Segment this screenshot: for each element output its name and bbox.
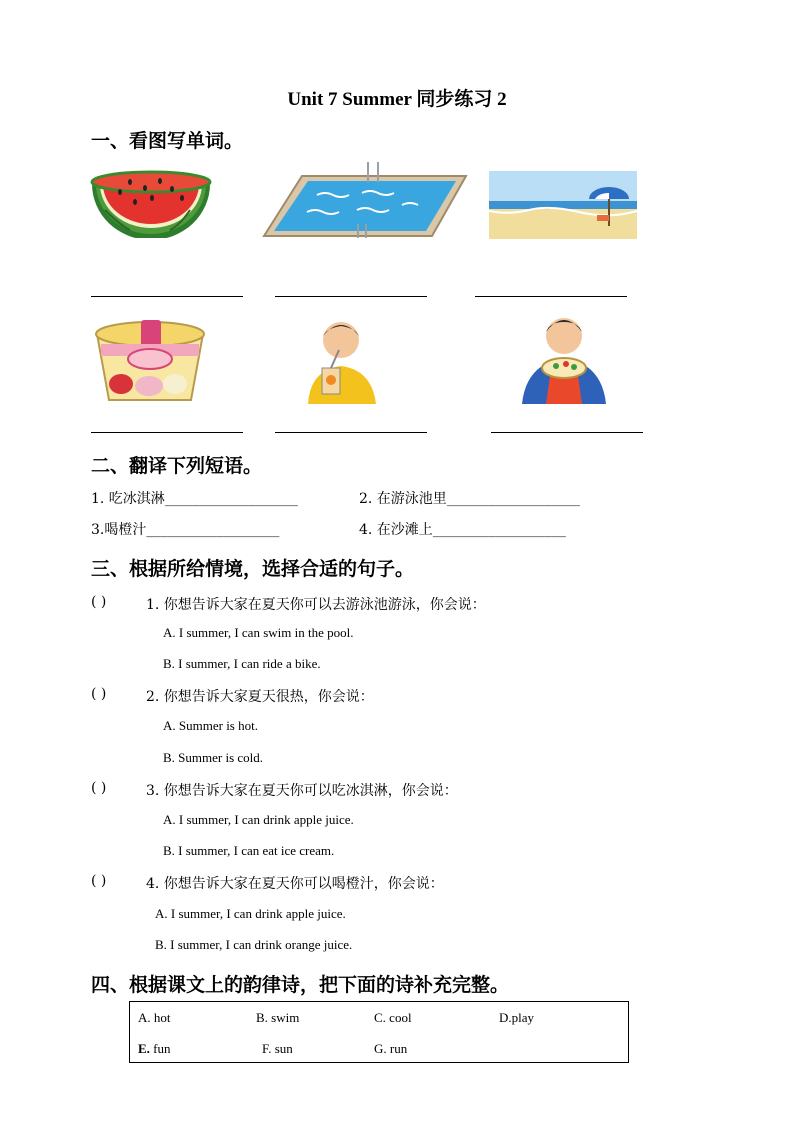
- option-b: B. I summer, I can ride a bike.: [163, 656, 321, 671]
- question-text: 1. 你想告诉大家在夏天你可以去游泳池游泳，你会说：: [146, 597, 486, 613]
- section-3-heading: 三、根据所给情境，选择合适的句子。: [91, 558, 415, 580]
- answer-paren[interactable]: ( ): [91, 780, 107, 796]
- word-option-e-word: fun: [149, 1041, 171, 1056]
- answer-line-4[interactable]: [91, 432, 243, 433]
- translate-prompt: 2. 在游泳池里: [359, 491, 447, 507]
- word-option-e-letter: E.: [138, 1041, 150, 1056]
- section-2-heading: 二、翻译下列短语。: [91, 455, 263, 477]
- word-option-g: G. run: [374, 1041, 408, 1056]
- option-a: A. I summer, I can swim in the pool.: [163, 625, 354, 640]
- option-a: A. Summer is hot.: [163, 718, 258, 733]
- section-4-heading: 四、根据课文上的韵律诗，把下面的诗补充完整。: [91, 974, 510, 996]
- translate-prompt: 4. 在沙滩上: [359, 522, 433, 538]
- section-1-heading: 一、看图写单词。: [91, 130, 244, 152]
- translate-item-2: [359, 488, 580, 508]
- answer-line-5[interactable]: [275, 432, 427, 433]
- ice-cream-image: [91, 314, 209, 404]
- word-option-e: [138, 1041, 171, 1057]
- word-option-d: D.play: [499, 1010, 535, 1025]
- option-b: B. I summer, I can eat ice cream.: [163, 843, 335, 858]
- answer-paren[interactable]: ( ): [91, 594, 107, 610]
- question-text: 2. 你想告诉大家夏天很热，你会说：: [146, 689, 374, 705]
- option-a: A. I summer, I can drink apple juice.: [163, 812, 354, 827]
- boy-drinking-juice-image: [304, 316, 382, 404]
- translate-prompt: 1. 吃冰淇淋: [91, 491, 165, 507]
- translate-item-4: [359, 519, 566, 539]
- answer-paren[interactable]: ( ): [91, 686, 107, 702]
- translate-blank[interactable]: ___________________: [164, 491, 298, 507]
- option-b: B. Summer is cold.: [163, 750, 264, 765]
- answer-line-2[interactable]: [275, 296, 427, 297]
- word-option-f: F. sun: [262, 1041, 293, 1056]
- word-option-a: A. hot: [138, 1010, 171, 1025]
- translate-blank[interactable]: ___________________: [432, 522, 566, 538]
- option-b: B. I summer, I can drink orange juice.: [155, 937, 353, 952]
- question-text: 4. 你想告诉大家在夏天你可以喝橙汁，你会说：: [146, 876, 444, 892]
- answer-line-3[interactable]: [475, 296, 627, 297]
- translate-item-3: [91, 519, 279, 539]
- word-option-b: B. swim: [256, 1010, 300, 1025]
- page-title: Unit 7 Summer 同步练习 2: [287, 89, 507, 110]
- watermelon-image: [90, 170, 212, 238]
- beach-image: [489, 171, 637, 239]
- answer-paren[interactable]: ( ): [91, 873, 107, 889]
- question-text: 3. 你想告诉大家在夏天你可以吃冰淇淋，你会说：: [146, 783, 458, 799]
- man-eating-image: [518, 312, 610, 404]
- option-a: A. I summer, I can drink apple juice.: [155, 906, 346, 921]
- answer-line-6[interactable]: [491, 432, 643, 433]
- word-option-c: C. cool: [374, 1010, 412, 1025]
- translate-blank[interactable]: ___________________: [146, 522, 280, 538]
- translate-prompt: 3.喝橙汁: [91, 522, 147, 538]
- answer-line-1[interactable]: [91, 296, 243, 297]
- translate-item-1: [91, 488, 298, 508]
- translate-blank[interactable]: ___________________: [446, 491, 580, 507]
- pool-image: [262, 160, 468, 240]
